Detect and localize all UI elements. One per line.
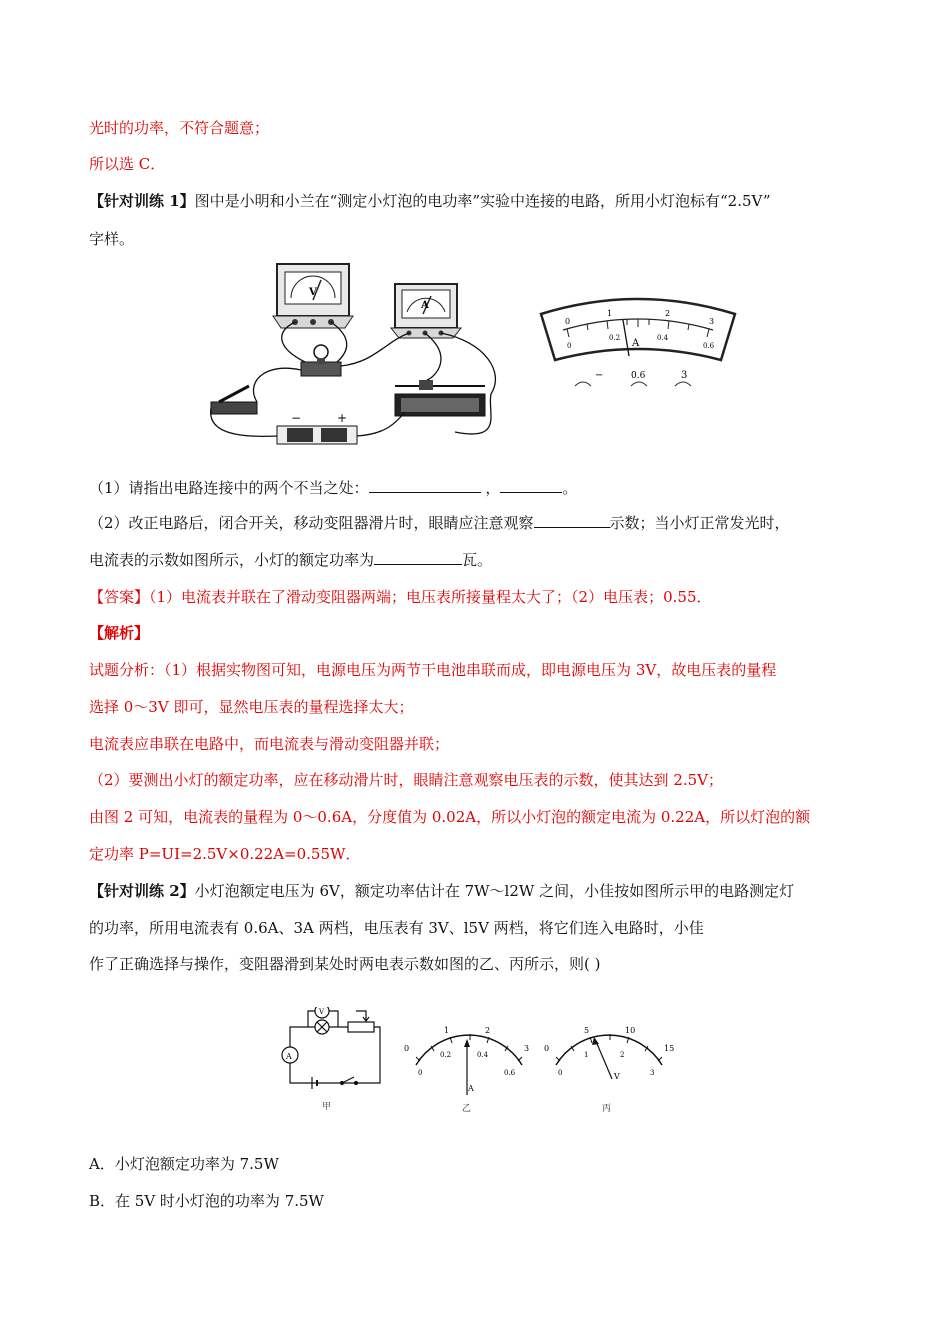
exercise-1-text-2: 字样。 xyxy=(89,230,135,248)
exercise-2-figures xyxy=(272,1007,692,1119)
am-bottom-0.6: 0.6 xyxy=(504,1069,516,1077)
answer-blank-2b[interactable] xyxy=(374,550,462,565)
am-bottom-0.2: 0.2 xyxy=(440,1051,452,1059)
meter-unit: A xyxy=(632,338,640,349)
meter-bottom-0.6: 0.6 xyxy=(703,342,715,350)
ammeter-label: A xyxy=(421,300,429,311)
vm-top-5: 5 xyxy=(584,1026,590,1035)
text-line-2: 所以选 C． xyxy=(89,155,166,173)
ammeter-dial-figure xyxy=(533,290,743,402)
am-top-0: 0 xyxy=(404,1044,410,1053)
exercise-1-tag: 【针对训练 1】 xyxy=(89,192,195,210)
question-2-suffix: 示数；当小灯正常发光时， xyxy=(609,514,790,532)
analysis-line-3: 电流表应串联在电路中，而电流表与滑动变阻器并联； xyxy=(89,735,450,753)
vm-bottom-1: 1 xyxy=(584,1051,589,1059)
question-1-comma: ， xyxy=(480,479,501,497)
analysis-heading: 【解析】 xyxy=(89,624,150,642)
meter-top-0: 0 xyxy=(565,317,571,326)
analysis-line-1: 试题分析：（1）根据实物图可知，电源电压为两节干电池串联而成，即电源电压为 3V，故电压表的量程 xyxy=(89,661,777,679)
meter-top-2: 2 xyxy=(665,309,671,318)
vm-bottom-3: 3 xyxy=(650,1069,655,1077)
circuit-wires xyxy=(211,322,496,436)
am-top-1: 1 xyxy=(444,1026,450,1035)
option-b[interactable]: B．在 5V 时小灯泡的功率为 7.5W xyxy=(89,1192,324,1210)
voltmeter-scale-bing xyxy=(556,1034,662,1079)
meter-terminal-0.6: 0.6 xyxy=(631,371,646,381)
analysis-line-5: 由图 2 可知，电流表的量程为 0～0.6A，分度值为 0.02A，所以小灯泡的额定电流为 0.22A，所以灯泡的额 xyxy=(89,808,811,826)
question-2b-suffix: 瓦。 xyxy=(462,551,493,569)
caption-yi: 乙 xyxy=(462,1104,472,1114)
voltmeter-symbol: V xyxy=(319,1008,325,1016)
meter-terminal-3: 3 xyxy=(681,370,688,381)
question-2b-prefix: 电流表的示数如图所示，小灯的额定功率为 xyxy=(89,551,375,569)
vm-top-10: 10 xyxy=(625,1026,636,1035)
battery-device xyxy=(277,411,357,444)
meter-bottom-0.2: 0.2 xyxy=(609,334,621,342)
analysis-line-6: 定功率 P=UI=2.5V×0.22A=0.55W． xyxy=(89,845,361,863)
exercise-2-line-2: 的功率，所用电流表有 0.6A、3A 两档，电压表有 3V、l5V 两档，将它们连入电路时，小佳 xyxy=(89,919,704,937)
ammeter-device xyxy=(391,284,461,338)
question-1-prefix: （1）请指出电路连接中的两个不当之处： xyxy=(89,479,369,497)
answer-blank-2a[interactable] xyxy=(534,513,610,528)
am-top-2: 2 xyxy=(485,1026,491,1035)
am-bottom-0: 0 xyxy=(418,1069,423,1077)
meter-bottom-0: 0 xyxy=(567,342,572,350)
analysis-line-2: 选择 0～3V 即可，显然电压表的量程选择太大； xyxy=(89,698,414,716)
answer-blank-1a[interactable] xyxy=(369,478,481,493)
vm-top-0: 0 xyxy=(544,1044,550,1053)
circuit-photo-figure xyxy=(205,262,525,462)
exercise-2-heading xyxy=(89,880,794,902)
question-2b xyxy=(89,549,492,571)
battery-minus-label: − xyxy=(291,411,302,425)
am-bottom-0.4: 0.4 xyxy=(477,1051,489,1059)
caption-jia: 甲 xyxy=(322,1102,332,1112)
switch-device xyxy=(211,386,257,414)
question-1-end: 。 xyxy=(562,479,578,497)
exercise-1-text: 图中是小明和小兰在“测定小灯泡的电功率”实验中连接的电路，所用小灯泡标有“2.5V” xyxy=(194,192,771,210)
answer-line: 【答案】（1）电流表并联在了滑动变阻器两端；电压表所接量程太大了；（2）电压表；0.55． xyxy=(89,588,712,606)
meter-terminal-minus: − xyxy=(595,370,604,381)
exercise-2-tag: 【针对训练 2】 xyxy=(89,882,195,900)
analysis-line-4: （2）要测出小灯的额定功率，应在移动滑片时，眼睛注意观察电压表的示数，使其达到 2.5V； xyxy=(89,771,724,789)
question-1 xyxy=(89,477,577,499)
question-2-prefix: （2）改正电路后，闭合开关，移动变阻器滑片时，眼睛应注意观察 xyxy=(89,514,534,532)
option-a[interactable]: A．小灯泡额定功率为 7.5W xyxy=(89,1155,279,1173)
voltmeter-device xyxy=(273,264,353,328)
am-top-3: 3 xyxy=(524,1044,530,1053)
text-line-1: 光时的功率，不符合题意； xyxy=(89,119,270,137)
exercise-2-text: 小灯泡额定电压为 6V，额定功率估计在 7W～l2W 之间，小佳按如图所示甲的电路测定灯 xyxy=(194,882,795,900)
battery-plus-label: + xyxy=(337,411,348,425)
vm-top-15: 15 xyxy=(664,1044,675,1053)
voltmeter-label: V xyxy=(309,287,317,298)
meter-top-3: 3 xyxy=(709,317,715,326)
exercise-1-heading xyxy=(89,190,771,212)
rheostat-device xyxy=(395,380,485,416)
vm-unit: V xyxy=(614,1072,620,1081)
lamp-device xyxy=(301,345,341,376)
caption-bing: 丙 xyxy=(602,1104,612,1114)
ammeter-symbol: A xyxy=(286,1052,292,1061)
meter-bottom-0.4: 0.4 xyxy=(657,334,669,342)
meter-top-1: 1 xyxy=(607,309,613,318)
answer-blank-1b[interactable] xyxy=(500,478,562,493)
question-2 xyxy=(89,512,790,534)
exercise-2-line-3: 作了正确选择与操作，变阻器滑到某处时两电表示数如图的乙、丙所示，则( ) xyxy=(89,955,601,973)
vm-bottom-0: 0 xyxy=(558,1069,563,1077)
circuit-diagram-jia xyxy=(282,1007,380,1089)
am-unit: A xyxy=(468,1084,474,1093)
vm-bottom-2: 2 xyxy=(620,1051,625,1059)
